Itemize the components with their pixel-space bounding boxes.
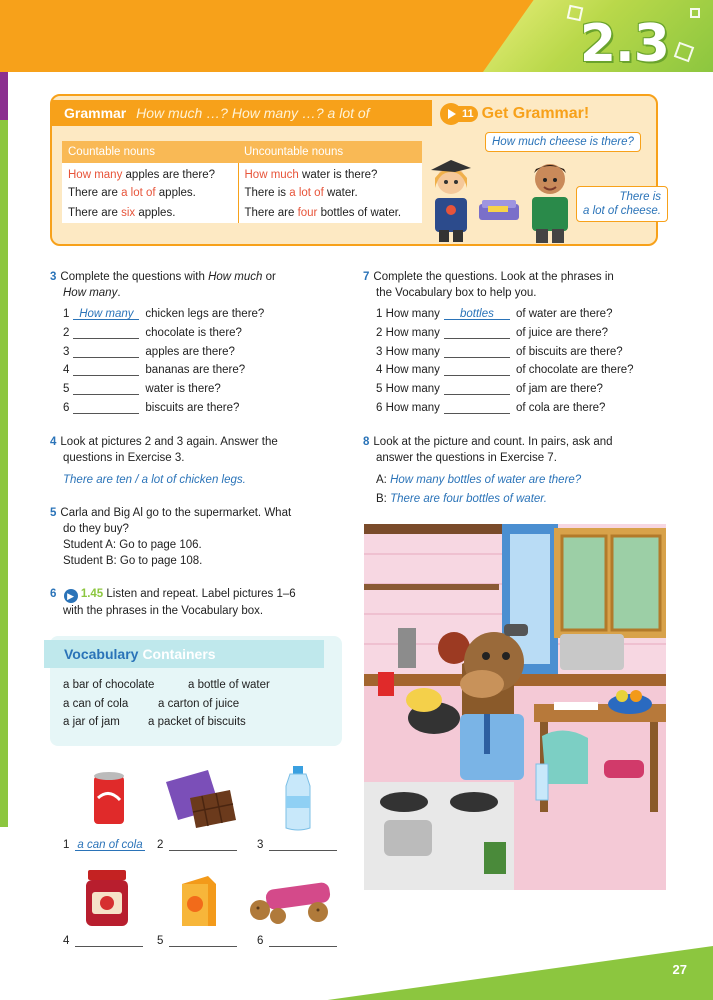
video-number: 11 (458, 106, 478, 122)
exercise-5-instructions: 5 Carla and Big Al go to the supermarket. What do they buy? Student A: Go to page 106. Student B: Go to page 108. (50, 507, 292, 567)
col-header-countable: Countable nouns (62, 141, 238, 163)
answer-blank[interactable] (444, 364, 510, 376)
vocab-item: a bottle of water (188, 679, 270, 691)
exercise-7-item: 5 How many of jam are there? (376, 383, 603, 395)
chocolate-bar-picture (160, 768, 240, 832)
vocab-item: a can of cola (63, 698, 129, 710)
answer-blank[interactable] (444, 327, 510, 339)
decor-square (690, 8, 700, 18)
speech-bubble-question: How much cheese is there? (485, 132, 641, 152)
exercise-3-item: 1 How many chicken legs are there? (63, 308, 265, 320)
margin-bar (0, 72, 8, 827)
answer-blank[interactable] (444, 383, 510, 395)
picture-label: 1 a can of cola (63, 839, 143, 851)
audio-speaker-icon[interactable]: ▶ (64, 589, 78, 603)
water-bottle-picture (280, 766, 316, 832)
vocab-item: a jar of jam (63, 716, 120, 728)
answer-blank[interactable] (73, 364, 139, 376)
vocab-item: a packet of biscuits (148, 716, 246, 728)
answer-blank[interactable]: a can of cola (77, 839, 143, 851)
answer-blank[interactable] (269, 935, 337, 947)
speech-bubble-answer: There is a lot of cheese. (576, 186, 668, 222)
juice-carton-picture (178, 872, 220, 928)
answer-blank[interactable] (444, 346, 510, 358)
boy-illustration (520, 155, 580, 243)
exercise-3-item: 3 apples are there? (63, 346, 235, 358)
vocab-item: a bar of chocolate (63, 679, 155, 691)
answer-blank[interactable]: bottles (444, 308, 510, 320)
get-grammar-video-button[interactable] (440, 103, 589, 125)
footer-band (243, 946, 713, 1000)
cola-can-picture (90, 770, 130, 828)
biscuit-packet-picture (248, 880, 334, 926)
margin-bar-accent (0, 72, 8, 120)
exercise-7-item: 4 How many of chocolate are there? (376, 364, 634, 376)
answer-blank[interactable] (73, 402, 139, 414)
exercise-7-item: 1 How many bottles of water are there? (376, 308, 613, 320)
table-row: There are a lot of apples. There is a lot of water. (62, 183, 422, 203)
answer-blank[interactable] (75, 935, 143, 947)
audio-track-number: 1.45 (80, 588, 104, 600)
exercise-3-instructions: 3 Complete the questions with How much or How many. (50, 271, 276, 299)
grammar-title (52, 100, 432, 126)
exercise-4-instructions: 4 Look at pictures 2 and 3 again. Answer the questions in Exercise 3. (50, 436, 278, 464)
header-band (0, 0, 560, 66)
answer-blank[interactable] (73, 327, 139, 339)
vocabulary-title: Vocabulary Containers (44, 640, 324, 668)
picture-label: 2 (157, 839, 237, 851)
exercise-7-item: 2 How many of juice are there? (376, 327, 608, 339)
answer-blank[interactable] (269, 839, 337, 851)
answer-blank[interactable] (73, 383, 139, 395)
kitchen-scene-illustration (364, 524, 666, 890)
exercise-6-instructions: 6 ▶ 1.45 Listen and repeat. Label pictures 1–6 with the phrases in the Vocabulary box. (50, 588, 296, 617)
table-row: There are six apples. There are four bottles of water. (62, 203, 422, 223)
exercise-3-item: 4 bananas are there? (63, 364, 246, 376)
picture-label: 4 (63, 935, 143, 947)
unit-number: 2.3 (579, 14, 669, 74)
picture-label: 3 (257, 839, 337, 851)
exercise-7-item: 3 How many of biscuits are there? (376, 346, 623, 358)
exercise-7-item: 6 How many of cola are there? (376, 402, 606, 414)
picture-label: 6 (257, 935, 337, 947)
lunchbox-illustration (478, 198, 520, 222)
exercise-3-item: 5 water is there? (63, 383, 221, 395)
answer-blank[interactable] (73, 346, 139, 358)
answer-blank[interactable] (169, 839, 237, 851)
exercise-4-answer: There are ten / a lot of chicken legs. (63, 474, 246, 486)
table-row: How many apples are there? How much water is there? (62, 163, 422, 183)
exercise-8-instructions: 8 Look at the picture and count. In pairs, ask and answer the questions in Exercise 7. (363, 436, 613, 464)
exercise-7-instructions: 7 Complete the questions. Look at the phrases in the Vocabulary box to help you. (363, 271, 614, 299)
dialogue-line-a: A: How many bottles of water are there? (376, 474, 582, 486)
vocab-item: a carton of juice (158, 698, 240, 710)
girl-illustration (425, 158, 477, 242)
grammar-table (62, 141, 422, 223)
video-label: Get Grammar! (481, 105, 590, 122)
answer-blank[interactable]: How many (73, 308, 139, 320)
grammar-label: Grammar (64, 105, 127, 121)
answer-blank[interactable] (444, 402, 510, 414)
jam-jar-picture (82, 868, 132, 930)
answer-blank[interactable] (169, 935, 237, 947)
exercise-3-item: 2 chocolate is there? (63, 327, 242, 339)
picture-label: 5 (157, 935, 237, 947)
exercise-3-item: 6 biscuits are there? (63, 402, 240, 414)
col-header-uncountable: Uncountable nouns (238, 141, 422, 163)
grammar-topic: How much …? How many …? a lot of (136, 105, 370, 121)
dialogue-line-b: B: There are four bottles of water. (376, 493, 547, 505)
play-icon (440, 103, 462, 125)
page-number: 27 (672, 962, 687, 977)
